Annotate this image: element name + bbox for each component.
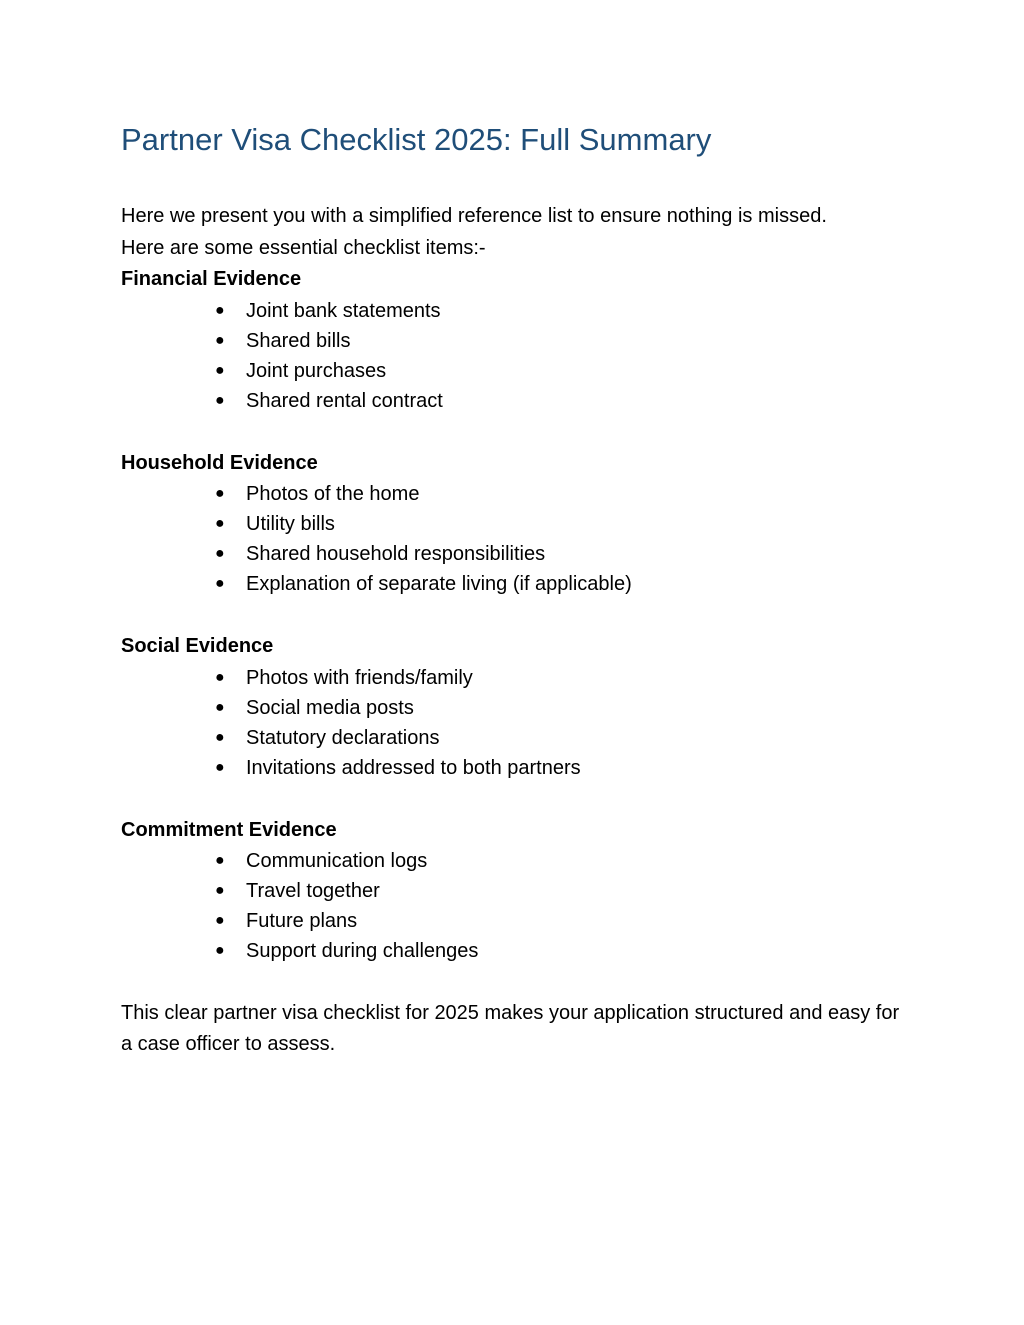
bullet-list bbox=[121, 846, 911, 966]
list-item bbox=[215, 936, 911, 966]
list-item bbox=[215, 569, 911, 599]
bullet-icon: ● bbox=[215, 301, 225, 319]
intro-paragraph bbox=[121, 201, 911, 264]
list-item-text: Future plans bbox=[246, 910, 358, 932]
checklist-section bbox=[121, 264, 911, 448]
list-item-text: Explanation of separate living (if applicable) bbox=[246, 573, 632, 595]
bullet-icon: ● bbox=[215, 942, 225, 959]
list-item-text: Invitations addressed to both partners bbox=[246, 756, 581, 779]
list-item-text: Support during challenges bbox=[246, 940, 479, 962]
bullet-icon: ● bbox=[215, 758, 225, 776]
document-page bbox=[121, 118, 911, 1060]
checklist-section bbox=[121, 631, 911, 815]
section-spacer bbox=[121, 416, 911, 448]
bullet-icon: ● bbox=[215, 361, 225, 379]
section-heading: Commitment Evidence bbox=[121, 818, 337, 841]
list-item-text: Communication logs bbox=[246, 850, 428, 872]
bullet-icon: ● bbox=[215, 698, 225, 716]
bullet-icon: ● bbox=[215, 728, 225, 746]
bullet-icon: ● bbox=[215, 515, 225, 532]
section-spacer bbox=[121, 783, 911, 815]
list-item-text: Shared bills bbox=[246, 329, 351, 352]
list-item bbox=[215, 386, 911, 416]
checklist-sections bbox=[121, 264, 911, 966]
list-item bbox=[215, 906, 911, 936]
list-item bbox=[215, 539, 911, 569]
bullet-icon: ● bbox=[215, 575, 225, 592]
list-item-text: Utility bills bbox=[246, 513, 335, 535]
list-item bbox=[215, 663, 911, 693]
list-item-text: Joint bank statements bbox=[246, 299, 441, 322]
bullet-list bbox=[121, 296, 911, 416]
bullet-icon: ● bbox=[215, 485, 225, 502]
list-item bbox=[215, 693, 911, 723]
list-item-text: Statutory declarations bbox=[246, 726, 440, 749]
bullet-icon: ● bbox=[215, 331, 225, 349]
list-item-text: Photos with friends/family bbox=[246, 666, 473, 689]
bullet-icon: ● bbox=[215, 668, 225, 686]
checklist-section bbox=[121, 448, 911, 632]
list-item bbox=[215, 753, 911, 783]
list-item-text: Shared rental contract bbox=[246, 389, 443, 412]
list-item-text: Shared household responsibilities bbox=[246, 543, 546, 565]
bullet-icon: ● bbox=[215, 545, 225, 562]
list-item bbox=[215, 479, 911, 509]
list-item bbox=[215, 509, 911, 539]
bullet-icon: ● bbox=[215, 391, 225, 409]
bullet-icon: ● bbox=[215, 852, 225, 869]
list-item-text: Travel together bbox=[246, 880, 380, 902]
section-heading: Financial Evidence bbox=[121, 268, 302, 290]
section-heading: Social Evidence bbox=[121, 635, 274, 657]
bullet-list bbox=[121, 479, 911, 599]
list-item bbox=[215, 296, 911, 326]
page-title: Partner Visa Checklist 2025: Full Summary bbox=[121, 122, 712, 157]
list-item bbox=[215, 846, 911, 876]
list-item-text: Social media posts bbox=[246, 696, 414, 719]
section-spacer bbox=[121, 599, 911, 631]
intro-line: Here are some essential checklist items:- bbox=[121, 236, 486, 259]
section-heading: Household Evidence bbox=[121, 451, 318, 474]
bullet-icon: ● bbox=[215, 882, 225, 899]
list-item bbox=[215, 876, 911, 906]
list-item bbox=[215, 326, 911, 356]
bullet-list bbox=[121, 663, 911, 783]
list-item-text: Joint purchases bbox=[246, 359, 387, 382]
list-item bbox=[215, 356, 911, 386]
list-item-text: Photos of the home bbox=[246, 483, 420, 505]
intro-line: Here we present you with a simplified reference list to ensure nothing is missed. bbox=[121, 205, 827, 227]
list-item bbox=[215, 723, 911, 753]
checklist-section bbox=[121, 815, 911, 967]
bullet-icon: ● bbox=[215, 912, 225, 929]
closing-paragraph: This clear partner visa checklist for 2025 makes your application structured and easy for a case officer to assess. bbox=[121, 1002, 900, 1055]
